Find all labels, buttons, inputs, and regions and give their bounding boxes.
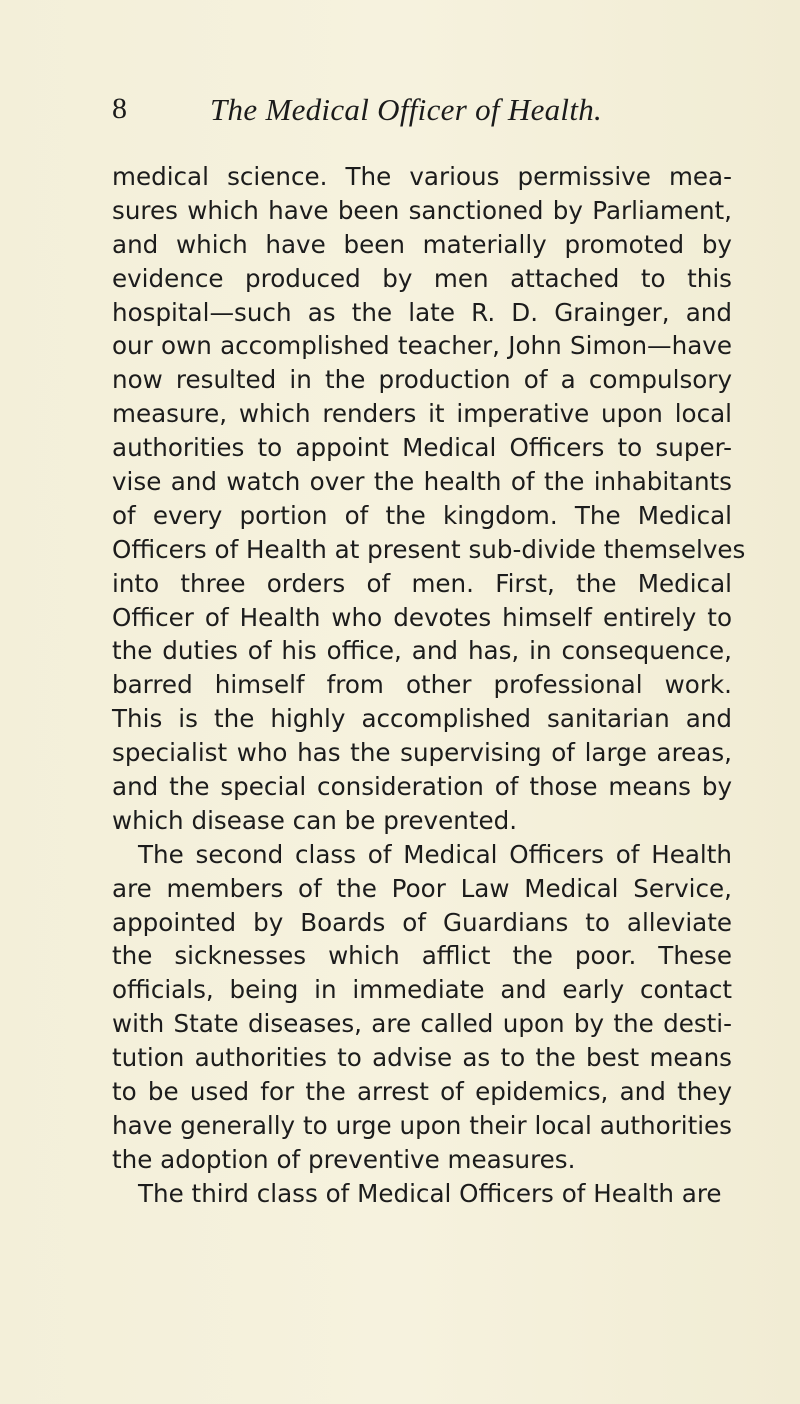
text-line: evidence produced by men attached to this	[112, 263, 732, 293]
text-line: now resulted in the production of a compulsory	[112, 365, 732, 395]
text-line: The second class of Medical Officers of Health	[138, 839, 732, 869]
text-line: tution authorities to advise as to the best means	[112, 1043, 732, 1073]
text-line: appointed by Boards of Guardians to alleviate	[112, 907, 732, 937]
text-line: have generally to urge upon their local authorities	[112, 1110, 732, 1140]
text-line: are members of the Poor Law Medical Service,	[112, 873, 732, 903]
text-line: specialist who has the supervising of large areas,	[112, 738, 732, 768]
text-line: with State diseases, are called upon by the desti-	[112, 1009, 732, 1039]
text-line: The third class of Medical Officers of Health are	[138, 1178, 722, 1208]
text-line: officials, being in immediate and early contact	[112, 975, 732, 1005]
running-title: The Medical Officer of Health.	[210, 92, 603, 127]
text-line: Officers of Health at present sub-divide themselves	[112, 534, 746, 564]
text-line: our own accomplished teacher, John Simon—have	[112, 331, 732, 361]
text-line: the adoption of preventive measures.	[112, 1144, 576, 1174]
text-line: vise and watch over the health of the inhabitants	[112, 467, 732, 497]
text-line: the sicknesses which afflict the poor. These	[112, 941, 732, 971]
text-line: hospital—such as the late R. D. Grainger, and	[112, 297, 732, 327]
text-line: measure, which renders it imperative upon local	[112, 399, 732, 429]
text-line: the duties of his office, and has, in consequence,	[112, 636, 732, 666]
text-line: and which have been materially promoted by	[112, 229, 732, 259]
text-line: barred himself from other professional work.	[112, 670, 732, 700]
page-number: 8	[112, 92, 127, 125]
paragraph	[112, 838, 732, 1177]
text-line: of every portion of the kingdom. The Medical	[112, 500, 732, 530]
text-line: which disease can be prevented.	[112, 805, 518, 835]
body-text	[112, 160, 746, 1211]
text-line: Officer of Health who devotes himself entirely to	[112, 602, 732, 632]
text-line: This is the highly accomplished sanitarian and	[112, 704, 732, 734]
page-header	[112, 92, 732, 136]
text-line: to be used for the arrest of epidemics, and they	[112, 1077, 732, 1107]
text-line: and the special consideration of those means by	[112, 772, 732, 802]
text-line: into three orders of men. First, the Medical	[112, 568, 732, 598]
text-line: authorities to appoint Medical Officers to super-	[112, 433, 732, 463]
paragraph	[112, 1177, 732, 1211]
text-line: sures which have been sanctioned by Parliament,	[112, 195, 732, 225]
text-line: medical science. The various permissive mea-	[112, 162, 732, 191]
paragraph	[112, 160, 746, 838]
